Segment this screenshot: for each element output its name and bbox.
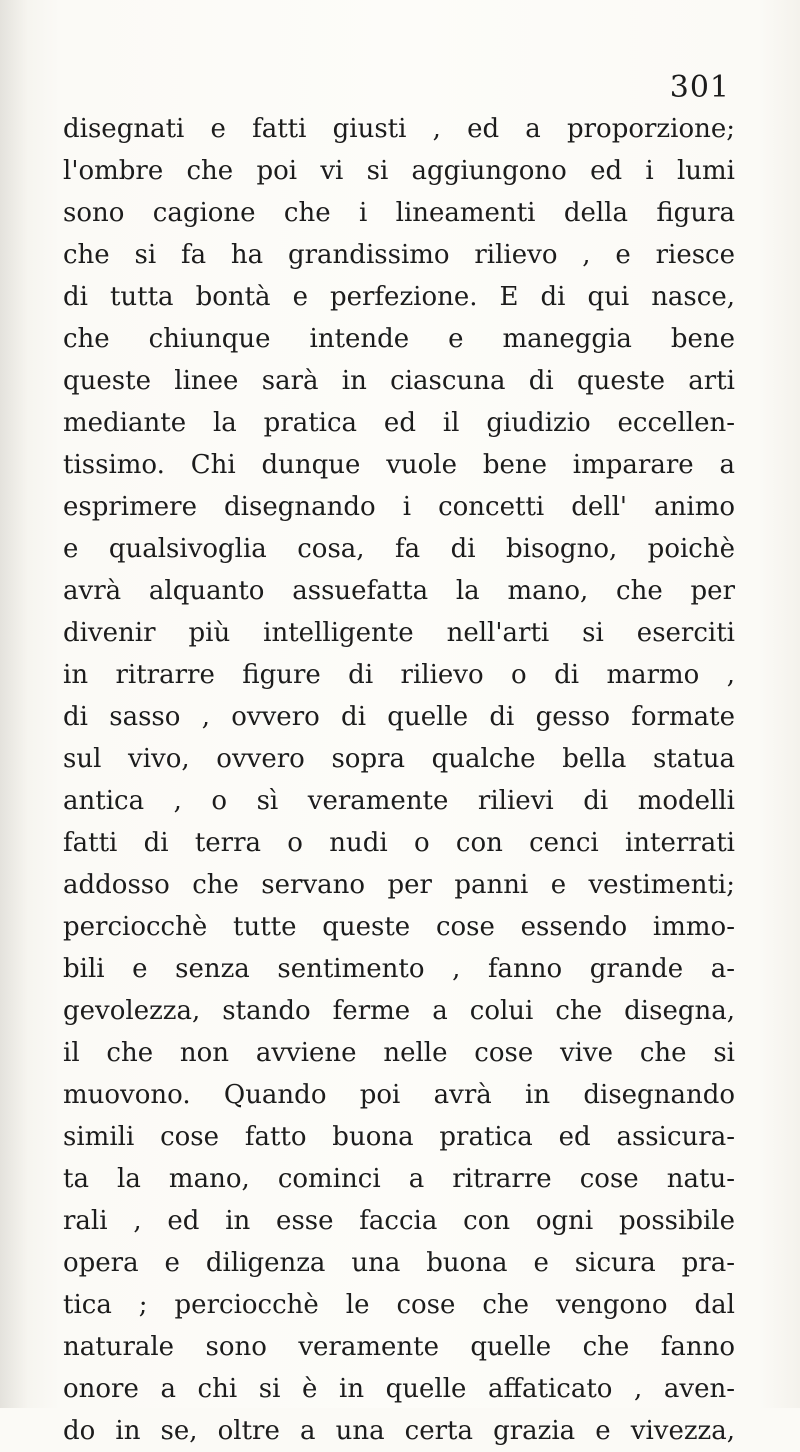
text-line: simili cose fatto buona pratica ed assicura- [63,1122,735,1152]
text-line: il che non avviene nelle cose vive che si [63,1038,735,1068]
text-line: che chiunque intende e maneggia bene [63,324,735,354]
text-line: avrà alquanto assuefatta la mano, che per [63,576,735,606]
text-line: onore a chi si è in quelle affaticato , aven- [63,1374,735,1404]
text-line: sono cagione che i lineamenti della figura [63,198,735,228]
text-line: rali , ed in esse faccia con ogni possibile [63,1206,735,1236]
text-line: fatti di terra o nudi o con cenci interrati [63,828,735,858]
text-line: tissimo. Chi dunque vuole bene imparare a [63,450,735,480]
text-line: bili e senza sentimento , fanno grande a- [63,954,735,984]
text-line: do in se, oltre a una certa grazia e vivezza, [63,1416,735,1446]
text-line: ta la mano, cominci a ritrarre cose natu- [63,1164,735,1194]
text-line: antica , o sì veramente rilievi di modelli [63,786,735,816]
text-line: perciocchè tutte queste cose essendo immo- [63,912,735,942]
text-line: in ritrarre figure di rilievo o di marmo , [63,660,735,690]
text-line: muovono. Quando poi avrà in disegnando [63,1080,735,1110]
text-line: esprimere disegnando i concetti dell' animo [63,492,735,522]
text-line: queste linee sarà in ciascuna di queste arti [63,366,735,396]
body-text [63,108,735,1452]
text-line: che si fa ha grandissimo rilievo , e riesce [63,240,735,270]
page-binding-shadow [0,0,28,1408]
text-line: di sasso , ovvero di quelle di gesso formate [63,702,735,732]
text-line: gevolezza, stando ferme a colui che disegna, [63,996,735,1026]
text-line: sul vivo, ovvero sopra qualche bella statua [63,744,735,774]
text-line: opera e diligenza una buona e sicura pra- [63,1248,735,1278]
text-line: di tutta bontà e perfezione. E di qui nasce, [63,282,735,312]
text-line: addosso che servano per panni e vestimenti; [63,870,735,900]
text-line: naturale sono veramente quelle che fanno [63,1332,735,1362]
text-line: e qualsivoglia cosa, fa di bisogno, poichè [63,534,735,564]
text-line: l'ombre che poi vi si aggiungono ed i lumi [63,156,735,186]
text-line: mediante la pratica ed il giudizio eccellen- [63,408,735,438]
text-line: disegnati e fatti giusti , ed a proporzione; [63,114,735,144]
text-line: divenir più intelligente nell'arti si eserciti [63,618,735,648]
page-number: 301 [669,70,730,105]
text-line: tica ; perciocchè le cose che vengono dal [63,1290,735,1320]
